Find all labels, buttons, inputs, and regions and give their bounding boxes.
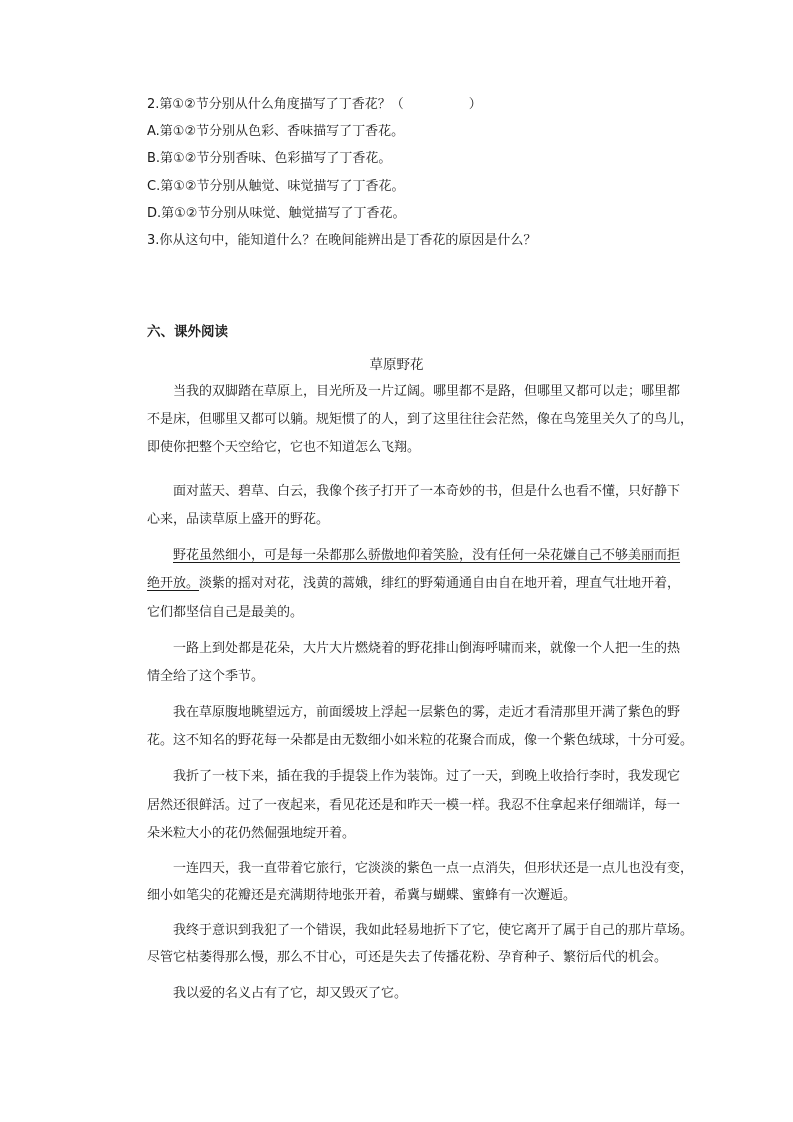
passage-line: 细小如笔尖的花瓣还是充满期待地张开着，希冀与蝴蝶、蜜蜂有一次邂逅。 (147, 888, 577, 903)
passage-line: 居然还很鲜活。过了一夜起来，看见花还是和昨天一模一样。我忍不住拿起来仔细端详，每一 (147, 798, 681, 813)
passage-line (147, 575, 681, 593)
question-2: 2.第①②节分别从什么角度描写了丁香花？（ ） (147, 97, 482, 112)
question-3: 3.你从这句中，能知道什么？在晚间能辨出是丁香花的原因是什么？ (147, 233, 537, 248)
passage-line: 花。这不知名的野花每一朵都是由无数细小如米粒的花聚合而成，像一个紫色绒球，十分可爱。 (147, 733, 694, 748)
passage-line: 当我的双脚踏在草原上，目光所及一片辽阔。哪里都不是路，但哪里又都可以走；哪里都 (147, 384, 681, 399)
passage-line: 朵米粒大小的花仍然倔强地绽开着。 (147, 826, 356, 841)
underlined-sentence: 野花虽然细小，可是每一朵都那么骄傲地仰着笑脸，没有任何一朵花嫌自己不够美丽而拒 (173, 548, 681, 563)
passage-line: 心来，品读草原上盛开的野花。 (147, 512, 330, 527)
passage-line-underlined (147, 547, 681, 565)
passage-line: 尽管它枯萎得那么慢，那么不甘心，可还是失去了传播花粉、孕育种子、繁衍后代的机会。 (147, 950, 668, 965)
option-a: A.第①②节分别从色彩、香味描写了丁香花。 (147, 124, 405, 139)
option-d: D.第①②节分别从味觉、触觉描写了丁香花。 (147, 206, 406, 221)
passage-line: 不是床，但哪里又都可以躺。规矩惯了的人，到了这里往往会茫然，像在鸟笼里关久了的鸟儿， (147, 412, 694, 427)
option-c: C.第①②节分别从触觉、味觉描写了丁香花。 (147, 179, 405, 194)
passage-text: 淡紫的摇对对花，浅黄的蒿娥，绯红的野菊通通自由自在地开着，理直气壮地开着， (199, 576, 681, 591)
passage-line: 情全给了这个季节。 (147, 669, 265, 684)
passage-line: 它们都坚信自己是最美的。 (147, 605, 304, 620)
passage-line: 我在草原腹地眺望远方，前面缓坡上浮起一层紫色的雾，走近才看清那里开满了紫色的野 (147, 705, 681, 720)
passage-line: 我折了一枝下来，插在我的手提袋上作为装饰。过了一天，到晚上收拾行李时，我发现它 (147, 769, 681, 784)
passage-line: 面对蓝天、碧草、白云，我像个孩子打开了一本奇妙的书，但是什么也看不懂，只好静下 (147, 484, 681, 499)
passage-line: 我以爱的名义占有了它，却又毁灭了它。 (147, 986, 408, 1001)
passage-line: 一连四天，我一直带着它旅行，它淡淡的紫色一点一点消失，但形状还是一点儿也没有变， (147, 861, 694, 876)
option-b: B.第①②节分别香味、色彩描写了丁香花。 (147, 151, 392, 166)
passage-line: 我终于意识到我犯了一个错误，我如此轻易地折下了它，使它离开了属于自己的那片草场。 (147, 923, 694, 938)
passage-title: 草原野花 (369, 357, 424, 373)
passage-line: 即使你把整个天空给它，它也不知道怎么飞翔。 (147, 440, 421, 455)
underlined-sentence-end: 绝开放。 (147, 576, 200, 591)
passage-line: 一路上到处都是花朵，大片大片燃烧着的野花排山倒海呼啸而来，就像一个人把一生的热 (147, 641, 681, 656)
section-heading: 六、课外阅读 (147, 324, 228, 340)
